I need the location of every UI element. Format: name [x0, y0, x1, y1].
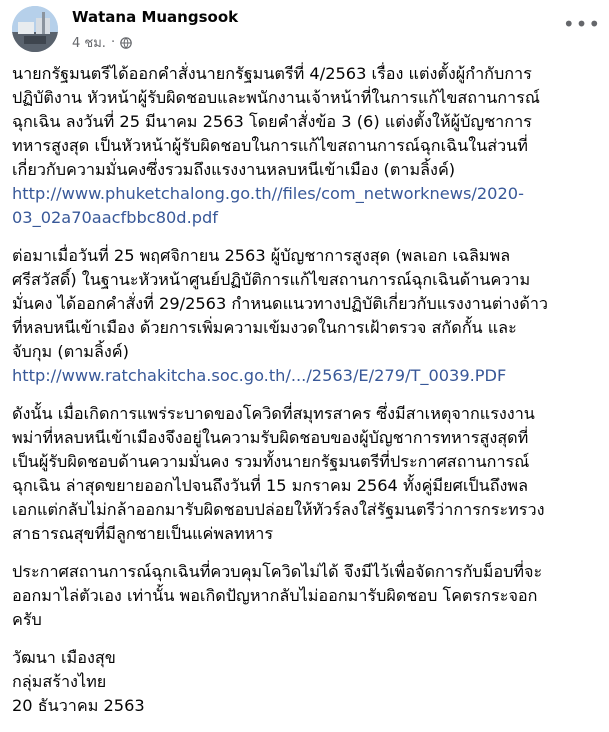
post-timestamp[interactable]: 4 ชม.	[72, 36, 106, 51]
paragraph-line: ทหารสูงสุด เป็นหัวหน้าผู้รับผิดชอบในการแก้ไขสถานการณ์ฉุกเฉินในส่วนที่	[12, 136, 528, 155]
paragraph-line: สาธารณสุขที่มีลูกชายเป็นแค่พลทหาร	[12, 524, 274, 543]
more-options-icon: •••	[562, 12, 602, 36]
paragraph-line: นายกรัฐมนตรีได้ออกคำสั่งนายกรัฐมนตรีที่ 4/2563 เรื่อง แต่งตั้งผู้กำกับการ	[12, 64, 532, 83]
paragraph-line: ฉุกเฉิน ลงวันที่ 25 มีนาคม 2563 โดยคำสั่งข้อ 3 (6) แต่งตั้งให้ผู้บัญชาการ	[12, 112, 532, 131]
post-paragraph	[12, 244, 597, 388]
post-signature	[12, 646, 597, 718]
author-name[interactable]: Watana Muangsook	[72, 8, 239, 26]
paragraph-line: ที่หลบหนีเข้าเมือง ด้วยการเพิ่มความเข้มงวดในการเฝ้าตรวจ สกัดกั้น และ	[12, 318, 517, 337]
paragraph-line: ครับ	[12, 610, 42, 629]
paragraph-line: ต่อมาเมื่อวันที่ 25 พฤศจิกายน 2563 ผู้บัญชาการสูงสุด (พลเอก เฉลิมพล	[12, 246, 511, 265]
post-paragraph	[12, 402, 597, 546]
globe-icon[interactable]	[120, 37, 132, 49]
post-link[interactable]: http://www.ratchakitcha.soc.go.th/.../2563/E/279/T_0039.PDF	[12, 366, 507, 385]
post-header	[12, 6, 602, 56]
paragraph-line: พม่าที่หลบหนีเข้าเมืองจึงอยู่ในความรับผิดชอบของผู้บัญชาการทหารสูงสุดที่	[12, 428, 529, 447]
post-paragraph	[12, 62, 597, 230]
more-options-button[interactable]	[562, 12, 602, 36]
paragraph-line: ดังนั้น เมื่อเกิดการแพร่ระบาดของโควิดที่สมุทรสาคร ซึ่งมีสาเหตุจากแรงงาน	[12, 404, 535, 423]
paragraph-line: เกี่ยวกับความมั่นคงซึ่งรวมถึงแรงงานหลบหนีเข้าเมือง (ตามลิ้งค์)	[12, 160, 456, 179]
signature-line: วัฒนา เมืองสุข	[12, 648, 116, 667]
post-meta	[72, 32, 132, 53]
post-body	[12, 62, 597, 732]
avatar-photo-icon	[12, 6, 58, 52]
paragraph-line: ออกมาไล่ตัวเอง เท่านั้น พอเกิดปัญหากลับไม่ออกมารับผิดชอบ โคตรกระจอก	[12, 586, 538, 605]
paragraph-line: ปฏิบัติงาน หัวหน้าผู้รับผิดชอบและพนักงานเจ้าหน้าที่ในการแก้ไขสถานการณ์	[12, 88, 540, 107]
paragraph-line: ศรีสวัสดิ์) ในฐานะหัวหน้าศูนย์ปฏิบัติการแก้ไขสถานการณ์ฉุกเฉินด้านความ	[12, 270, 531, 289]
paragraph-line: มั่นคง ได้ออกคำสั่งที่ 29/2563 กำหนดแนวทางปฏิบัติเกี่ยวกับแรงงานต่างด้าว	[12, 294, 549, 313]
signature-line: กลุ่มสร้างไทย	[12, 672, 107, 691]
post-link[interactable]: http://www.phuketchalong.go.th//files/com_networknews/2020-	[12, 184, 524, 203]
post-link[interactable]: 03_02a70aacfbbc80d.pdf	[12, 208, 218, 227]
paragraph-line: ฉุกเฉิน ล่าสุดขยายออกไปจนถึงวันที่ 15 มกราคม 2564 ทั้งคู่มียศเป็นถึงพล	[12, 476, 529, 495]
paragraph-line: เป็นผู้รับผิดชอบด้านความมั่นคง รวมทั้งนายกรัฐมนตรีที่ประกาศสถานการณ์	[12, 452, 530, 471]
paragraph-line: เอกแต่กลับไม่กล้าออกมารับผิดชอบปล่อยให้ทัวร์ลงใส่รัฐมนตรีว่าการกระทรวง	[12, 500, 545, 519]
post-paragraph	[12, 560, 597, 632]
paragraph-line: ประกาศสถานการณ์ฉุกเฉินที่ควบคุมโควิดไม่ได้ จึงมีไว้เพื่อจัดการกับม็อบที่จะ	[12, 562, 543, 581]
avatar[interactable]	[12, 6, 58, 52]
meta-separator: ·	[110, 35, 116, 50]
signature-line: 20 ธันวาคม 2563	[12, 696, 145, 715]
paragraph-line: จับกุม (ตามลิ้งค์)	[12, 342, 129, 361]
